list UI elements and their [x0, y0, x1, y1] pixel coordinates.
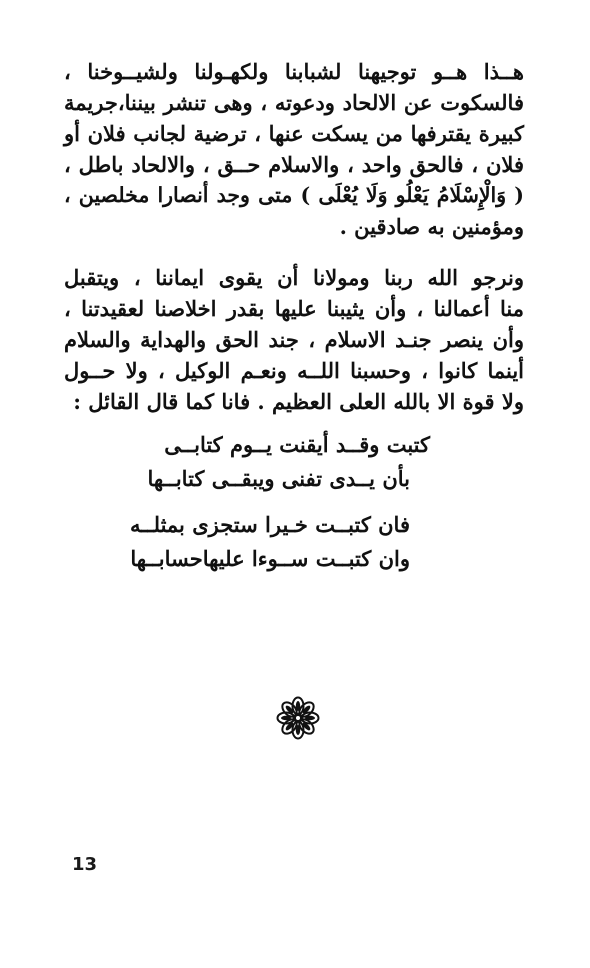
paragraph-2 [64, 262, 524, 417]
text-line: ولا قوة الا بالله العلى العظيم . فانا كما قال القائل : [73, 389, 524, 414]
text-line: ومؤمنين به صادقين . [339, 214, 524, 239]
poem-verse-2-second-hemistich: وان كتبــت ســوءا عليهاحسابــها [130, 546, 410, 571]
poem-verse-2-first-hemistich: فان كتبــت خـيرا ستجزى بمثلــه [130, 512, 410, 537]
rosette-ornament-icon [276, 696, 320, 740]
text-line: فالسكوت عن الالحاد ودعوته ، وهى تنشر بيننا،جريمة [64, 90, 524, 115]
text-line: هــذا هــو توجيهنا لشبابنا ولكهـولنا ولشيــوخنا ، [64, 59, 524, 84]
text-line: ونرجو الله ربنا ومولانا أن يقوى ايماننا ، ويتقبل [64, 265, 524, 290]
paragraph-1 [64, 56, 524, 242]
text-line: منا أعمالنا ، وأن يثيبنا عليها بقدر اخلاصنا لعقيدتنا ، [64, 296, 524, 321]
page-number: 13 [72, 854, 98, 875]
text-line: أينما كانوا ، وحسبنا اللــه ونعـم الوكيل ، ولا حــول [64, 358, 524, 383]
text-line-quran-verse: ( وَالْإِسْلَامُ يَعْلُو وَلَا يُعْلَى ) متى وجد أنصارا مخلصين ، [64, 183, 524, 207]
text-line: كبيرة يقترفها من يسكت عنها ، ترضية لجانب فلان أو [64, 121, 524, 146]
poem-verse-1-second-hemistich: بأن يــدى تفنى ويبقــى كتابــها [147, 466, 410, 491]
text-line: وأن ينصر جنـد الاسلام ، جند الحق والهداية والسلام [64, 327, 524, 352]
text-line: فلان ، فالحق واحد ، والاسلام حــق ، والالحاد باطل ، [64, 152, 524, 177]
poem-verse-1-first-hemistich: كتبت وقــد أيقنت يــوم كتابــى [164, 432, 430, 457]
